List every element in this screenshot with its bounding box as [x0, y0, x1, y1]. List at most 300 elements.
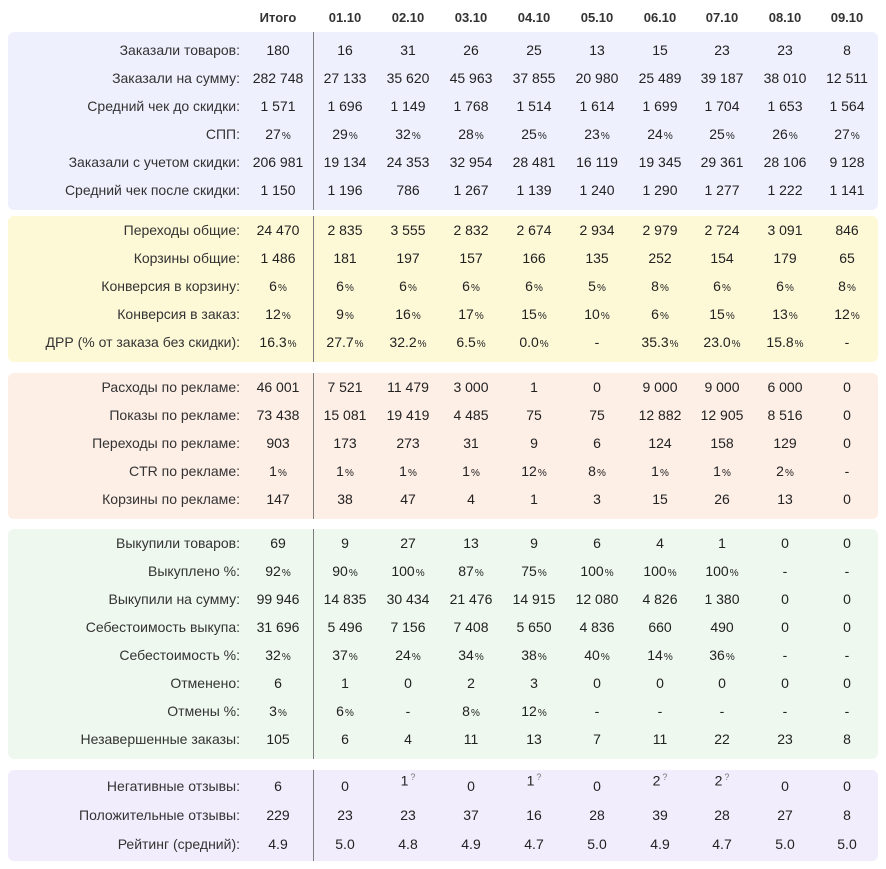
day-cell [378, 126, 438, 142]
day-cell [692, 70, 752, 86]
day-cell [378, 182, 438, 198]
cell-value: 38 [521, 647, 537, 663]
day-cell [692, 379, 752, 395]
row-label: Средний чек до скидки: [87, 98, 240, 114]
total-cell [248, 491, 308, 507]
day-cell [378, 619, 438, 635]
table-row [8, 485, 878, 513]
day-cell [315, 222, 375, 238]
day-cell [630, 70, 690, 86]
day-cell [441, 778, 501, 794]
cell-value: 1 696 [327, 98, 363, 114]
day-cell [692, 250, 752, 266]
cell-value: 0 [843, 535, 851, 551]
day-cell [504, 379, 564, 395]
day-cell [630, 407, 690, 423]
cell-value: 26 [463, 42, 479, 58]
cell-value: 14 915 [512, 591, 556, 607]
cell-value: 0 [656, 675, 664, 691]
cell-value: 4.9 [268, 836, 288, 852]
day-cell [504, 675, 564, 691]
cell-value: 20 980 [575, 70, 619, 86]
day-cell [630, 182, 690, 198]
day-cell [817, 154, 877, 170]
row-label: Себестоимость %: [119, 647, 240, 663]
row-label: Переходы по рекламе: [92, 435, 240, 451]
cell-value: 154 [710, 250, 734, 266]
day-cell [441, 306, 501, 322]
cell-value: 0 [843, 491, 851, 507]
percent-sign: % [537, 652, 547, 663]
cell-value: 1 277 [704, 182, 740, 198]
cell-value: 32 [265, 647, 281, 663]
percent-sign: % [721, 468, 731, 479]
cell-value: 35 620 [386, 70, 430, 86]
day-cell [567, 250, 627, 266]
table-row [8, 801, 878, 829]
percent-sign: % [281, 311, 291, 322]
day-cell [567, 836, 627, 852]
cell-value: 12 511 [826, 70, 868, 86]
day-cell [692, 407, 752, 423]
cell-value: 9 000 [704, 379, 740, 395]
header-date: 08.10 [768, 10, 802, 25]
percent-sign: % [659, 283, 669, 294]
day-cell [504, 250, 564, 266]
cell-value: 26 [714, 491, 730, 507]
cell-value: - [405, 703, 411, 719]
day-cell [504, 306, 564, 322]
day-cell [504, 42, 564, 58]
cell-value: 6 [399, 278, 407, 294]
cell-value: 4 [656, 535, 664, 551]
cell-value: 21 476 [449, 591, 493, 607]
table-row [8, 557, 878, 585]
row-label: Выкупили товаров: [116, 535, 240, 551]
percent-sign: % [415, 568, 425, 579]
row-label: Отмены %: [167, 703, 240, 719]
day-cell [504, 703, 564, 719]
question-mark: ? [724, 772, 730, 782]
cell-value: 4.8 [398, 836, 418, 852]
day-cell [692, 535, 752, 551]
percent-sign: % [411, 131, 421, 142]
cell-value: 1 139 [516, 182, 552, 198]
cell-value: 8 [588, 463, 596, 479]
day-cell [315, 591, 375, 607]
cell-value: 157 [459, 250, 483, 266]
cell-value: 0 [781, 535, 789, 551]
cell-value: 13 [463, 535, 479, 551]
day-cell [315, 619, 375, 635]
cell-value: 37 [332, 647, 348, 663]
cell-value: 903 [266, 435, 290, 451]
percent-sign: % [537, 131, 547, 142]
percent-sign: % [407, 283, 417, 294]
day-cell [755, 731, 815, 747]
day-cell [630, 619, 690, 635]
day-cell [315, 731, 375, 747]
cell-value: 1 290 [642, 182, 678, 198]
row-label: ДРР (% от заказа без скидки): [45, 334, 240, 350]
total-cell [248, 222, 308, 238]
day-cell [755, 675, 815, 691]
day-cell [817, 836, 877, 852]
cell-value: 2 674 [516, 222, 552, 238]
day-cell [567, 182, 627, 198]
day-cell [441, 250, 501, 266]
day-cell [817, 70, 877, 86]
cell-value: 9 000 [642, 379, 678, 395]
day-cell [504, 772, 564, 789]
percent-sign: % [277, 708, 287, 719]
row-label: Выкупили на сумму: [108, 591, 240, 607]
day-cell [817, 778, 877, 794]
row-label: Показы по рекламе: [109, 407, 240, 423]
day-cell [504, 278, 564, 294]
cell-value: 2 [714, 772, 723, 789]
cell-value: 660 [648, 619, 672, 635]
cell-value: 38 010 [763, 70, 807, 86]
cell-value: 4.9 [461, 836, 481, 852]
day-cell [315, 647, 375, 663]
day-cell [630, 807, 690, 823]
percent-sign: % [600, 131, 610, 142]
row-label: Негативные отзывы: [106, 778, 240, 794]
cell-value: 15 [709, 306, 725, 322]
cell-value: 24 [647, 126, 663, 142]
cell-value: 2 724 [704, 222, 740, 238]
cell-value: 6 [336, 278, 344, 294]
day-cell [817, 278, 877, 294]
total-cell [248, 591, 308, 607]
cell-value: 2 [467, 675, 475, 691]
day-cell [315, 563, 375, 579]
section-block [8, 529, 878, 759]
day-cell [630, 675, 690, 691]
day-cell [504, 407, 564, 423]
day-cell [567, 278, 627, 294]
total-cell [248, 154, 308, 170]
cell-value: 39 [652, 807, 668, 823]
percent-sign: % [659, 311, 669, 322]
cell-value: 166 [522, 250, 546, 266]
cell-value: 0 [404, 675, 412, 691]
table-row [8, 772, 878, 800]
day-cell [817, 42, 877, 58]
day-cell [315, 435, 375, 451]
day-cell [817, 306, 877, 322]
day-cell [817, 731, 877, 747]
cell-value: 1 [341, 675, 349, 691]
cell-value: 1 [399, 463, 407, 479]
cell-value: 1 [269, 463, 277, 479]
row-label: Отменено: [170, 675, 240, 691]
cell-value: 14 [647, 647, 663, 663]
row-label: Расходы по рекламе: [101, 379, 240, 395]
day-cell [567, 154, 627, 170]
day-cell [630, 772, 690, 789]
cell-value: 9 128 [829, 154, 865, 170]
cell-value: - [594, 703, 600, 719]
cell-value: 28 481 [512, 154, 556, 170]
cell-value: 0 [843, 379, 851, 395]
cell-value: 2 832 [453, 222, 489, 238]
day-cell [817, 98, 877, 114]
table-row [8, 148, 878, 176]
percent-sign: % [846, 283, 856, 294]
day-cell [378, 647, 438, 663]
day-cell [755, 647, 815, 663]
cell-value: 75 [521, 563, 537, 579]
day-cell [567, 731, 627, 747]
day-cell [504, 591, 564, 607]
day-cell [567, 675, 627, 691]
cell-value: 12 [521, 463, 537, 479]
cell-value: 31 696 [256, 619, 300, 635]
cell-value: 37 855 [512, 70, 556, 86]
day-cell [755, 379, 815, 395]
cell-value: 0 [781, 619, 789, 635]
cell-value: 0 [843, 591, 851, 607]
header-date: 05.10 [580, 10, 614, 25]
cell-value: 15 [521, 306, 537, 322]
cell-value: 6 [713, 278, 721, 294]
day-cell [567, 703, 627, 719]
day-cell [315, 98, 375, 114]
day-cell [630, 703, 690, 719]
cell-value: - [844, 647, 850, 663]
percent-sign: % [537, 311, 547, 322]
cell-value: 27.7 [326, 334, 354, 350]
cell-value: 92 [265, 563, 281, 579]
cell-value: 7 521 [327, 379, 363, 395]
day-cell [504, 836, 564, 852]
day-cell [567, 463, 627, 479]
cell-value: 1 141 [829, 182, 865, 198]
cell-value: 47 [400, 491, 416, 507]
day-cell [378, 675, 438, 691]
cell-value: 1 699 [642, 98, 678, 114]
cell-value: 2 934 [579, 222, 615, 238]
day-cell [378, 491, 438, 507]
row-label: Себестоимость выкупа: [85, 619, 240, 635]
cell-value: 1 [336, 463, 344, 479]
day-cell [504, 222, 564, 238]
day-cell [504, 731, 564, 747]
day-cell [378, 836, 438, 852]
day-cell [567, 306, 627, 322]
cell-value: 11 479 [387, 379, 429, 395]
cell-value: 1 [718, 535, 726, 551]
table-row [8, 641, 878, 669]
cell-value: 5 [588, 278, 596, 294]
total-cell [248, 535, 308, 551]
day-cell [755, 491, 815, 507]
cell-value: 31 [400, 42, 416, 58]
cell-value: 26 [772, 126, 788, 142]
question-mark: ? [662, 772, 668, 782]
cell-value: - [657, 703, 663, 719]
day-cell [567, 407, 627, 423]
day-cell [630, 250, 690, 266]
cell-value: - [844, 334, 850, 350]
total-cell [248, 807, 308, 823]
day-cell [630, 98, 690, 114]
row-label: Переходы общие: [123, 222, 240, 238]
cell-value: - [594, 334, 600, 350]
cell-value: 9 [341, 535, 349, 551]
cell-value: 45 963 [449, 70, 493, 86]
row-label: Положительные отзывы: [79, 807, 240, 823]
header-date: 09.10 [830, 10, 864, 25]
day-cell [441, 563, 501, 579]
day-cell [630, 591, 690, 607]
day-cell [378, 334, 438, 350]
row-label: Незавершенные заказы: [80, 731, 240, 747]
day-cell [755, 703, 815, 719]
cell-value: 1 196 [327, 182, 363, 198]
cell-value: 4 826 [642, 591, 678, 607]
table-row [8, 244, 878, 272]
cell-value: 3 000 [453, 379, 489, 395]
cell-value: 7 408 [453, 619, 489, 635]
cell-value: 1 [530, 379, 538, 395]
day-cell [692, 126, 752, 142]
section-block [8, 770, 878, 861]
cell-value: 9 [530, 435, 538, 451]
day-cell [567, 334, 627, 350]
cell-value: 29 361 [700, 154, 744, 170]
cell-value: 4.7 [524, 836, 544, 852]
day-cell [630, 306, 690, 322]
total-cell [248, 435, 308, 451]
day-cell [692, 591, 752, 607]
cell-value: 99 946 [256, 591, 300, 607]
percent-sign: % [600, 652, 610, 663]
day-cell [692, 491, 752, 507]
day-cell [567, 42, 627, 58]
day-cell [817, 379, 877, 395]
day-cell [567, 126, 627, 142]
cell-value: 4 836 [579, 619, 615, 635]
day-cell [692, 435, 752, 451]
day-cell [315, 154, 375, 170]
cell-value: 35.3 [641, 334, 669, 350]
cell-value: 105 [266, 731, 290, 747]
cell-value: 2 [776, 463, 784, 479]
cell-value: - [782, 563, 788, 579]
cell-value: 3 [269, 703, 277, 719]
cell-value: 0 [781, 675, 789, 691]
day-cell [692, 619, 752, 635]
total-cell [248, 182, 308, 198]
cell-value: 2 979 [642, 222, 678, 238]
percent-sign: % [411, 311, 421, 322]
cell-value: 25 [526, 42, 542, 58]
table-row [8, 120, 878, 148]
percent-sign: % [784, 283, 794, 294]
percent-sign: % [344, 708, 354, 719]
day-cell [755, 591, 815, 607]
day-cell [755, 563, 815, 579]
cell-value: 15.8 [766, 334, 794, 350]
percent-sign: % [476, 339, 486, 350]
day-cell [504, 126, 564, 142]
cell-value: 31 [463, 435, 479, 451]
percent-sign: % [281, 131, 291, 142]
day-cell [504, 98, 564, 114]
percent-sign: % [788, 131, 798, 142]
day-cell [378, 535, 438, 551]
cell-value: 32.2 [389, 334, 417, 350]
cell-value: 28 [458, 126, 474, 142]
day-cell [441, 703, 501, 719]
cell-value: 37 [463, 807, 479, 823]
cell-value: 1 [526, 772, 535, 789]
day-cell [567, 222, 627, 238]
day-cell [441, 126, 501, 142]
cell-value: 15 [652, 491, 668, 507]
day-cell [378, 703, 438, 719]
cell-value: 135 [585, 250, 609, 266]
day-cell [315, 407, 375, 423]
day-cell [692, 647, 752, 663]
day-cell [755, 126, 815, 142]
day-cell [378, 70, 438, 86]
cell-value: 69 [270, 535, 286, 551]
cell-value: 75 [526, 407, 542, 423]
cell-value: 15 081 [323, 407, 367, 423]
cell-value: 28 [589, 807, 605, 823]
row-label: Конверсия в корзину: [101, 278, 240, 294]
cell-value: 13 [526, 731, 542, 747]
cell-value: 25 [709, 126, 725, 142]
section-block [8, 216, 878, 362]
percent-sign: % [470, 468, 480, 479]
day-cell [441, 647, 501, 663]
cell-value: 6 000 [767, 379, 803, 395]
cell-value: 12 905 [700, 407, 744, 423]
day-cell [630, 563, 690, 579]
cell-value: 8 [843, 807, 851, 823]
day-cell [630, 126, 690, 142]
day-cell [567, 70, 627, 86]
day-cell [567, 98, 627, 114]
day-cell [567, 563, 627, 579]
cell-value: 1 768 [453, 98, 489, 114]
total-cell [248, 647, 308, 663]
day-cell [504, 647, 564, 663]
day-cell [504, 70, 564, 86]
cell-value: 229 [266, 807, 290, 823]
cell-value: 23 [714, 42, 730, 58]
day-cell [567, 535, 627, 551]
day-cell [567, 807, 627, 823]
row-label: Заказали с учетом скидки: [68, 154, 240, 170]
cell-value: 1 704 [704, 98, 740, 114]
day-cell [755, 278, 815, 294]
day-cell [630, 435, 690, 451]
cell-value: 0 [781, 778, 789, 794]
table-row [8, 401, 878, 429]
cell-value: 100 [580, 563, 604, 579]
question-mark: ? [410, 772, 416, 782]
percent-sign: % [596, 283, 606, 294]
day-cell [441, 435, 501, 451]
cell-value: 179 [773, 250, 797, 266]
table-row [8, 300, 878, 328]
